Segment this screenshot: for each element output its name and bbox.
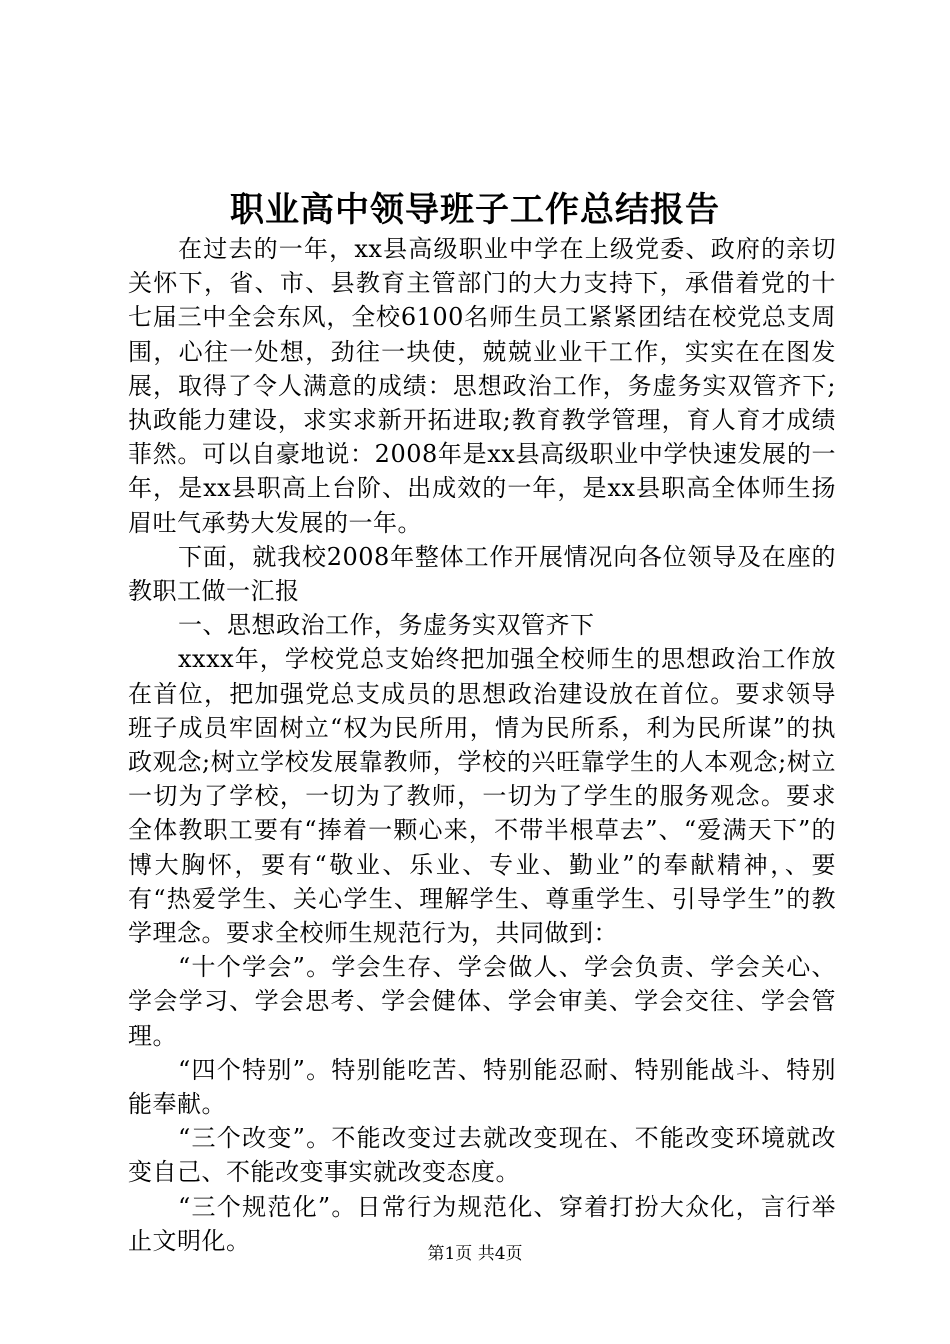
document-title: 职业高中领导班子工作总结报告 (230, 190, 720, 230)
paragraph-intro: 在过去的一年，xx县高级职业中学在上级党委、政府的亲切关怀下，省、市、县教育主管部门的大力支持下，承借着党的十七届三中全会东风，全校6100名师生员工紧紧团结在校党总支周围，心往一处想，劲往一块使，兢兢业业干工作，实实在在图发展，取得了令人满意的成绩：思想政治工作，务虚务实双管齐下;执政能力建设，求实求新开拓进取;教育教学管理，育人育才成绩菲然。可以自豪地说：2008年是xx县高级职业中学快速发展的一年，是xx县职高上台阶、出成效的一年，是xx县职高全体师生扬眉吐气承势大发展的一年。 (128, 235, 836, 537)
paragraph-ten-learnings: “十个学会”。学会生存、学会做人、学会负责、学会关心、学会学习、学会思考、学会健体、学会审美、学会交往、学会管理。 (128, 953, 836, 1050)
document-body (128, 232, 836, 1258)
paragraph-political-work: xxxx年，学校党总支始终把加强全校师生的思想政治工作放在首位，把加强党总支成员的思想政治建设放在首位。要求领导班子成员牢固树立“权为民所用，情为民所系，利为民所谋”的执政观念;树立学校发展靠教师，学校的兴旺靠学生的人本观念;树立一切为了学校，一切为了教师，一切为了学生的服务观念。要求全体教职工要有“捧着一颗心来，不带半根草去”、“爱满天下”的博大胸怀，要有“敬业、乐业、专业、勤业”的奉献精神，、要有“热爱学生、关心学生、理解学生、尊重学生、引导学生”的教学理念。要求全校师生规范行为，共同做到： (128, 645, 836, 948)
paragraph-report-intro: 下面，就我校2008年整体工作开展情况向各位领导及在座的教职工做一汇报 (128, 542, 836, 606)
page-footer: 第1页 共4页 (427, 1244, 523, 1264)
paragraph-three-standards: “三个规范化”。日常行为规范化、穿着打扮大众化，言行举止文明化。 (128, 1192, 836, 1255)
paragraph-four-specials: “四个特别”。特别能吃苦、特别能忍耐、特别能战斗、特别能奉献。 (128, 1055, 836, 1119)
paragraph-three-changes: “三个改变”。不能改变过去就改变现在、不能改变环境就改变自己、不能改变事实就改变态度。 (128, 1124, 836, 1187)
section-heading-1: 一、思想政治工作，务虚务实双管齐下 (178, 611, 595, 640)
